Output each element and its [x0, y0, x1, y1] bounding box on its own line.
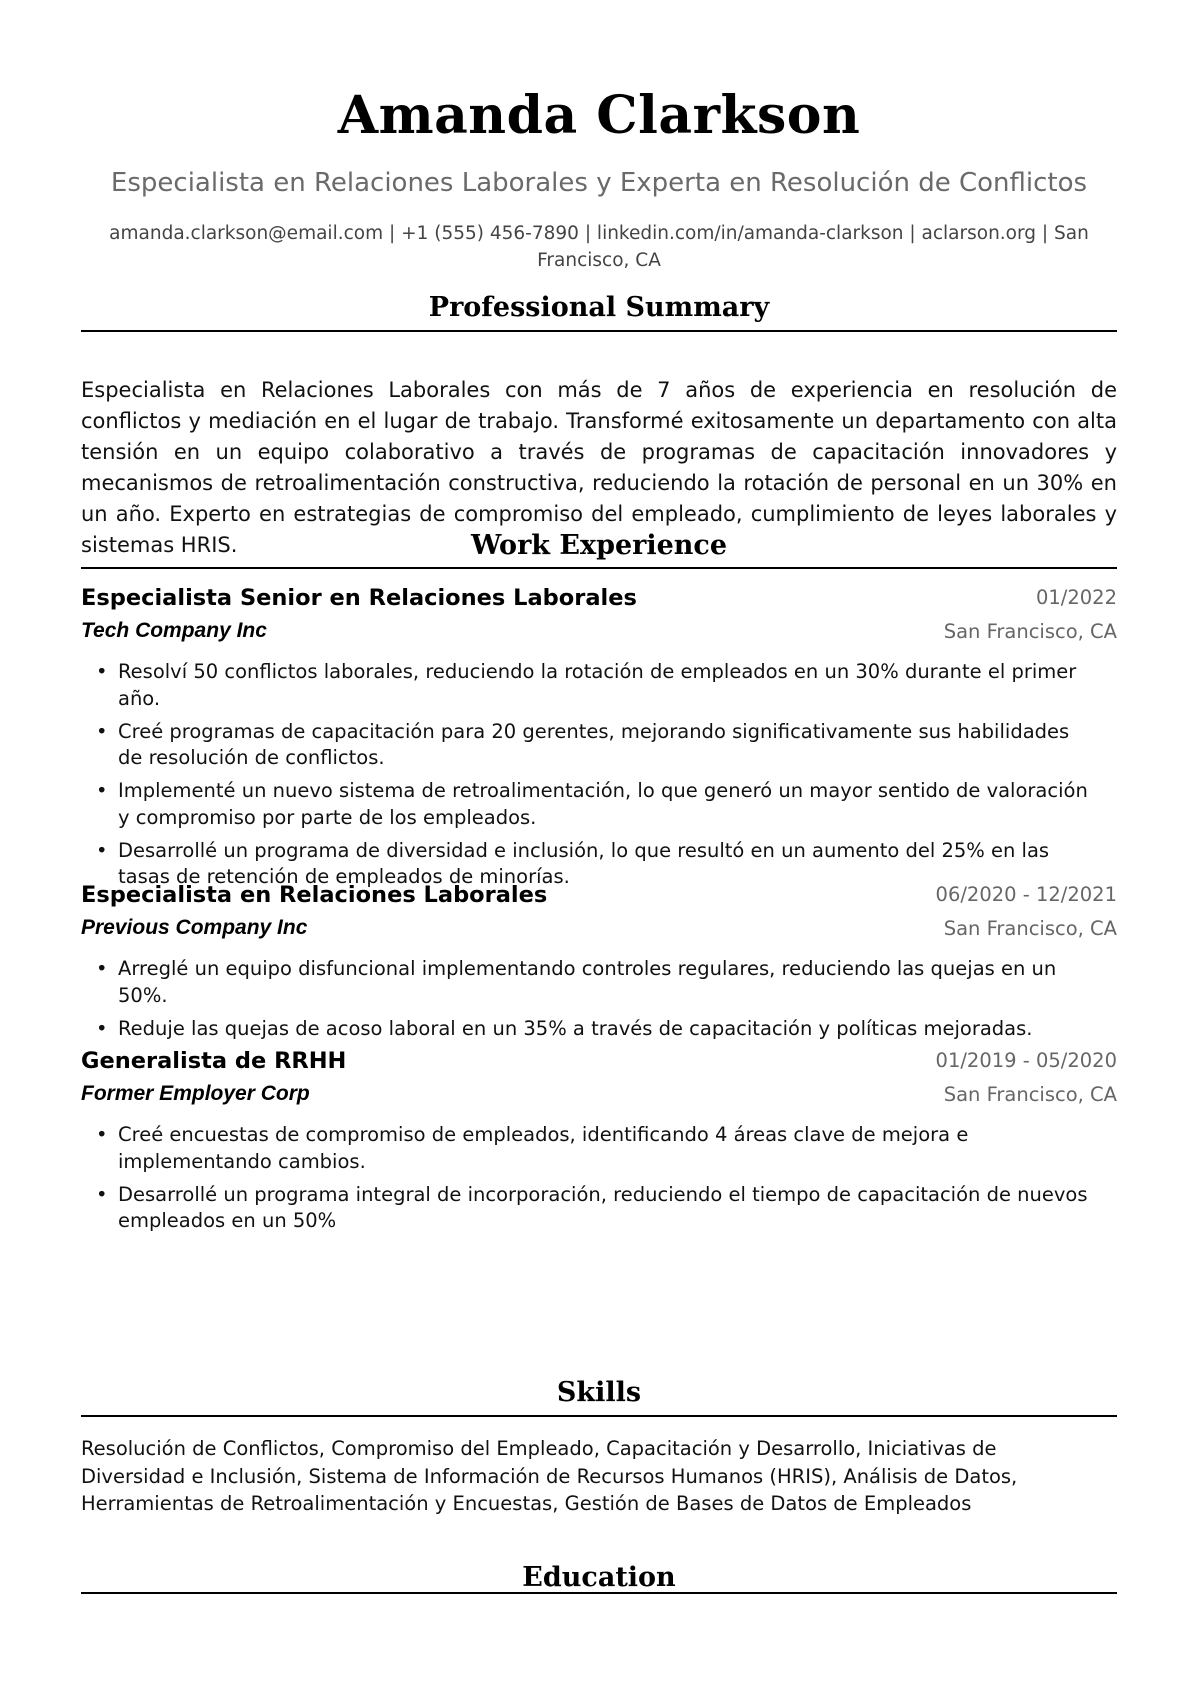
- job-date: 06/2020 - 12/2021: [935, 883, 1117, 906]
- bullet-icon: •: [96, 1016, 108, 1040]
- bullet-icon: •: [96, 719, 108, 743]
- contact-line: amanda.clarkson@email.com | +1 (555) 456-7890 | linkedin.com/in/amanda-clarkson | aclarson.org | San Francisco, CA: [109, 223, 1089, 271]
- job-bullet-text: Resolví 50 conflictos laborales, reduciendo la rotación de empleados en un 30% durante el primer año.: [118, 660, 1077, 710]
- experience-heading: Work Experience: [470, 530, 728, 561]
- job-location: San Francisco, CA: [943, 917, 1117, 940]
- job-company: Previous Company Inc: [81, 916, 308, 939]
- job-bullet: [81, 1122, 1117, 1175]
- skills-text: Resolución de Conflictos, Compromiso del Empleado, Capacitación y Desarrollo, Iniciativas de Diversidad e Inclusión, Sistema de Información de Recursos Humanos (HRIS), Análisis de Datos, Herramientas de Retroalimentación y Encuestas, Gestión de Bases de Datos de Empleados: [81, 1437, 1018, 1515]
- job-bullet-text: Desarrollé un programa de diversidad e inclusión, lo que resultó en un aumento del 25% en las tasas de retención de empleados de minorías.: [118, 838, 1050, 888]
- job-location: San Francisco, CA: [943, 620, 1117, 643]
- bullet-icon: •: [96, 957, 108, 980]
- job-company: Tech Company Inc: [81, 619, 267, 642]
- skills-heading: Skills: [556, 1377, 642, 1408]
- job-bullet-text: Reduje las quejas de acoso laboral en un 35% a través de capacitación y políticas mejoradas.: [118, 1016, 1033, 1040]
- bullet-icon: •: [96, 779, 108, 802]
- job-bullet-text: Arreglé un equipo disfuncional implementando controles regulares, reduciendo las quejas en un 50%.: [118, 957, 1057, 1007]
- job-title: Generalista de RRHH: [81, 1048, 347, 1074]
- job-title: Especialista en Relaciones Laborales: [81, 882, 548, 908]
- job-bullets: [81, 659, 1117, 897]
- job-bullet: [81, 719, 1117, 772]
- bullet-icon: •: [96, 1182, 108, 1206]
- skills-divider: [81, 1415, 1117, 1417]
- bullet-icon: •: [96, 660, 108, 683]
- job-bullet: [81, 1182, 1117, 1235]
- job-bullet: [81, 778, 1117, 831]
- bullet-icon: •: [96, 838, 108, 862]
- job-company: Former Employer Corp: [81, 1082, 310, 1105]
- candidate-name: Amanda Clarkson: [337, 85, 861, 146]
- job-bullet-text: Creé programas de capacitación para 20 gerentes, mejorando significativamente sus habilidades de resolución de conflictos.: [118, 719, 1070, 769]
- job-location: San Francisco, CA: [943, 1083, 1117, 1106]
- experience-divider: [81, 567, 1117, 569]
- job-title: Especialista Senior en Relaciones Laborales: [81, 585, 637, 611]
- candidate-headline: Especialista en Relaciones Laborales y Experta en Resolución de Conflictos: [110, 168, 1088, 198]
- job-date: 01/2019 - 05/2020: [935, 1049, 1117, 1072]
- summary-text: Especialista en Relaciones Laborales con más de 7 años de experiencia en resolución de conflictos y mediación en el lugar de trabajo. Transformé exitosamente un departamento con alta tensión en un equipo colaborativo a través de programas de capacitación innovadores y mecanismos de retroalimentación constructiva, reduciendo la rotación de personal en un 30% en un año. Experto en estrategias de compromiso del empleado, cumplimiento de leyes laborales y sistemas HRIS.: [81, 378, 1117, 557]
- job-bullets: [81, 956, 1117, 1049]
- job-bullet-text: Creé encuestas de compromiso de empleados, identificando 4 áreas clave de mejora e implementando cambios.: [118, 1123, 969, 1173]
- job-bullet-text: Desarrollé un programa integral de incorporación, reduciendo el tiempo de capacitación de nuevos empleados en un 50%: [118, 1182, 1088, 1232]
- job-bullet: [81, 1016, 1117, 1043]
- summary-divider: [81, 330, 1117, 332]
- job-bullet: [81, 956, 1117, 1009]
- education-heading: Education: [522, 1562, 676, 1593]
- job-bullet: [81, 659, 1117, 712]
- bullet-icon: •: [96, 1123, 108, 1146]
- education-divider: [81, 1592, 1117, 1594]
- summary-heading: Professional Summary: [428, 292, 770, 323]
- job-bullets: [81, 1122, 1117, 1241]
- job-date: 01/2022: [1035, 586, 1117, 609]
- job-bullet-text: Implementé un nuevo sistema de retroalimentación, lo que generó un mayor sentido de valoración y compromiso por parte de los empleados.: [118, 779, 1088, 829]
